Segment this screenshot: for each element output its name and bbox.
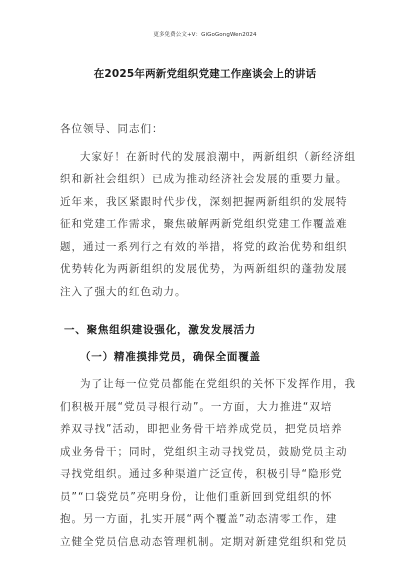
paragraph-line: 们积极开展“党员寻根行动”。一方面，大力推进“双培 xyxy=(60,401,333,413)
document-title: 在2025年两新党组织党建工作座谈会上的讲话 xyxy=(93,68,317,80)
section-heading: 一、聚焦组织建设强化，激发发展活力 xyxy=(64,324,257,336)
paragraph-line: 抱。另一方面，扎实开展“两个覆盖”动态清零工作，建 xyxy=(60,513,338,525)
header-watermark: 更多免费公文+V：GiGoGongWen2024 xyxy=(153,32,257,38)
paragraph-line: 为了让每一位党员都能在党组织的关怀下发挥作用，我 xyxy=(80,378,356,390)
paragraph-line: 题，通过一系列行之有效的举措，将党的政治优势和组织 xyxy=(60,241,348,253)
salutation: 各位领导、同志们： xyxy=(60,123,164,135)
subsection-heading: （一）精准摸排党员，确保全面覆盖 xyxy=(80,351,261,363)
paragraph-line: 寻找党组织。通过多种渠道广泛宣传，积极引导“隐形党 xyxy=(60,468,343,480)
paragraph-line: 成业务骨干；同时，党组织主动寻找党员，鼓励党员主动 xyxy=(60,446,348,458)
paragraph-line: 优势转化为两新组织的发展优势，为两新组织的蓬勃发展 xyxy=(60,263,348,275)
paragraph-line: 近年来，我区紧跟时代步伐，深刻把握两新组织的发展特 xyxy=(60,196,348,208)
paragraph-line: 立健全党员信息动态管理机制。定期对新建党组织和党员 xyxy=(60,536,348,548)
paragraph-line: 注入了强大的红色动力。 xyxy=(60,286,187,298)
paragraph-line: 大家好！在新时代的发展浪潮中，两新组织（新经济组 xyxy=(80,151,356,163)
paragraph-line: 征和党建工作需求，聚焦破解两新党组织党建工作覆盖难 xyxy=(60,218,348,230)
paragraph-line: 员”“口袋党员”亮明身份，让他们重新回到党组织的怀 xyxy=(60,491,333,503)
paragraph-line: 养双寻找”活动，即把业务骨干培养成党员，把党员培养 xyxy=(60,423,343,435)
paragraph-line: 织和新社会组织）已成为推动经济社会发展的重要力量。 xyxy=(60,173,348,185)
